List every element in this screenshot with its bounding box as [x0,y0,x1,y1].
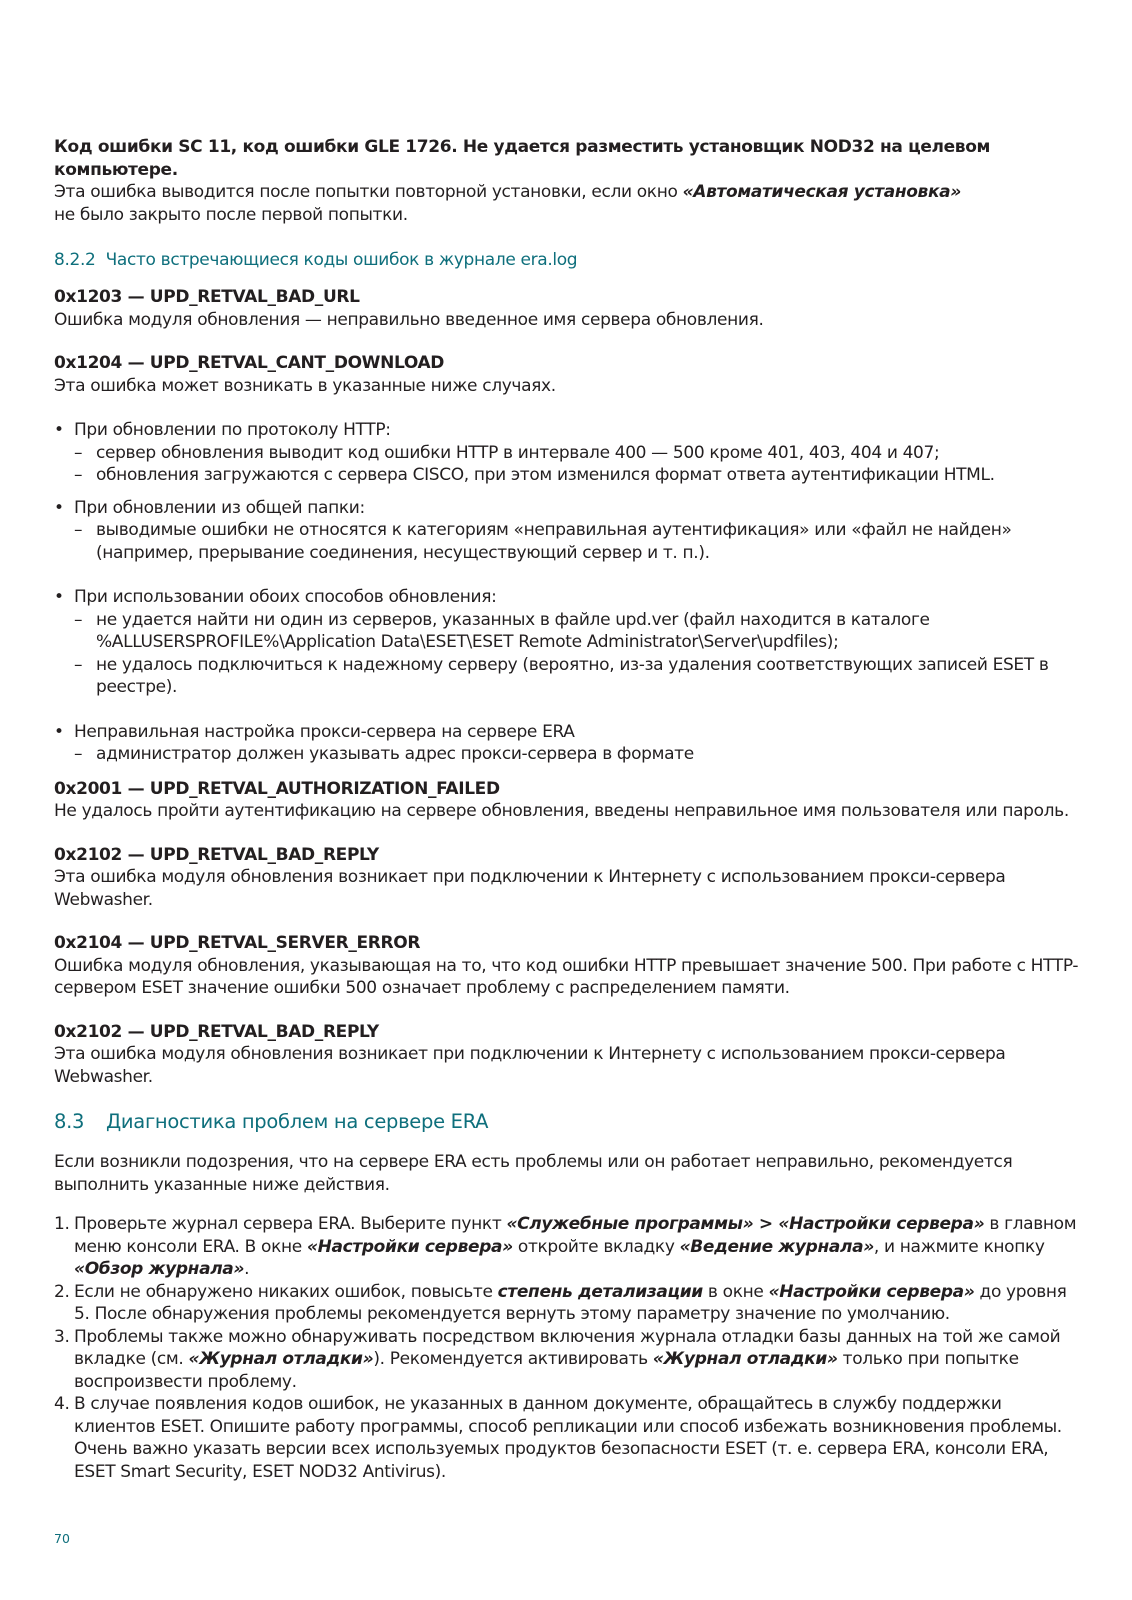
diagnostic-steps-list [54,1213,1084,1483]
dash-marker: – [74,654,83,675]
step-number: 4. [54,1394,70,1414]
dash-marker: – [74,609,83,630]
step-number: 2. [54,1281,70,1302]
dash-item [54,442,1084,465]
error-0x1203-text: Ошибка модуля обновления — неправильно введенное имя сервера обновления. [54,309,764,330]
step-number: 3. [54,1326,70,1347]
error-0x2102-title: 0x2102 — UPD_RETVAL_BAD_REPLY [54,844,379,865]
step-number: 1. [54,1214,70,1234]
step-emphasis: «Ведение журнала» [679,1236,874,1257]
step-emphasis: степень детализации [497,1281,703,1302]
error-0x1204-bullet-list [54,419,1084,766]
dash-marker: – [74,520,83,540]
bullet-marker: • [54,587,64,607]
step-emphasis: «Обзор журнала» [74,1259,245,1279]
page-number: 70 [54,1531,70,1546]
error-0x2102-repeat-title: 0x2102 — UPD_RETVAL_BAD_REPLY [54,1021,379,1042]
diagnostic-step [54,1213,1084,1281]
error-0x2104-title: 0x2104 — UPD_RETVAL_SERVER_ERROR [54,933,421,953]
dash-item [54,743,1084,766]
dash-text: выводимые ошибки не относятся к категориям «неправильная аутентификация» или «файл не найден» (например, прерывание соединения, несуществующий сервер и т. п.). [96,520,1012,563]
page-content [54,136,1084,1483]
dash-text: обновления загружаются с сервера CISCO, при этом изменился формат ответа аутентификации HTML. [96,465,995,485]
sc11-text: Эта ошибка выводится после попытки повторной установки, если окно «Автоматическая установка» не было закрыто после первой попытки. [54,182,961,225]
step-text: Проблемы также можно обнаруживать посредством включения журнала отладки базы данных на той же самой вкладке (см. [74,1326,1061,1369]
step-text: только при попытке воспроизвести проблему. [74,1349,1019,1392]
diagnostic-step [54,1326,1084,1394]
bullet-marker: • [54,497,64,518]
section-8-3-heading: 8.3 Диагностика проблем на сервере ERA [54,1110,489,1133]
section-8-2-2-heading: 8.2.2 Часто встречающиеся коды ошибок в журнале era.log [54,250,578,270]
error-0x1203-title: 0x1203 — UPD_RETVAL_BAD_URL [54,287,360,307]
step-text: до уровня 5. После обнаружения проблемы рекомендуется вернуть этому параметру значение по умолчанию. [74,1281,1067,1324]
bullet-item [54,419,1084,442]
step-emphasis: «Журнал отладки» [188,1349,374,1369]
error-0x1204-title: 0x1204 — UPD_RETVAL_CANT_DOWNLOAD [54,353,445,373]
section-8-3-intro: Если возникли подозрения, что на сервере ERA есть проблемы или он работает неправильно, рекомендуется выполнить указанные ниже действия. [54,1152,1013,1195]
error-0x2104-text: Ошибка модуля обновления, указывающая на то, что код ошибки HTTP превышает значение 500. При работе с HTTP-сервером ESET значение ошибки 500 означает проблему с распределением памяти. [54,955,1079,998]
sc11-title: Код ошибки SC 11, код ошибки GLE 1726. Не удается разместить установщик NOD32 на целевом компьютере. [54,137,991,180]
error-0x2001-title: 0x2001 — UPD_RETVAL_AUTHORIZATION_FAILED [54,778,500,799]
error-0x1204-text: Эта ошибка может возникать в указанные ниже случаях. [54,375,556,396]
step-text: Если не обнаружено никаких ошибок, повысьте [74,1281,498,1302]
bullet-item [54,497,1084,520]
dash-text: не удалось подключиться к надежному серверу (вероятно, из-за удаления соответствующих записей ESET в реестре). [96,654,1049,697]
step-text: В случае появления кодов ошибок, не указанных в данном документе, обращайтесь в службу поддержки клиентов ESET. Опишите работу программы, способ репликации или способ избежать возникновения проблемы. Очень важно указать версии всех используемых продуктов безопасности ESET (т. е. сервера ERA, консоли ERA, ESET Smart Security, ESET NOD32 Antivirus). [74,1394,1062,1482]
step-text: Проверьте журнал сервера ERA. Выберите пункт [74,1214,507,1234]
dash-text: администратор должен указывать адрес прокси-сервера в формате [96,744,694,764]
step-emphasis: «Настройки сервера» [768,1281,975,1302]
step-text: откройте вкладку [512,1236,680,1257]
step-emphasis: «Служебные программы» > «Настройки сервера» [506,1214,985,1234]
bullet-item [54,721,1084,744]
bullet-label: При использовании обоих способов обновления: [74,587,497,607]
bullet-label: При обновлении из общей папки: [74,497,365,518]
dash-item [54,519,1084,564]
error-0x2001-text: Не удалось пройти аутентификацию на сервере обновления, введены неправильное имя пользователя или пароль. [54,801,1069,821]
dash-marker: – [74,744,83,764]
step-text: в окне [702,1281,769,1302]
step-text: в главном меню консоли ERA. В окне [74,1214,1077,1257]
step-text: . [244,1259,250,1279]
dash-marker: – [74,442,83,463]
step-text: ). Рекомендуется активировать [373,1349,653,1369]
dash-item [54,609,1084,654]
diagnostic-step [54,1281,1084,1326]
dash-text: не удается найти ни один из серверов, указанных в файле upd.ver (файл находится в каталоге %ALLUSERSPROFILE%\Application Data\ESET\ESET Remote Administrator\Server\updfiles); [96,609,930,652]
bullet-label: Неправильная настройка прокси-сервера на сервере ERA [74,721,575,742]
step-emphasis: «Настройки сервера» [306,1236,513,1257]
bullet-item [54,586,1084,609]
bullet-marker: • [54,420,64,440]
step-emphasis: «Журнал отладки» [652,1349,838,1369]
dash-marker: – [74,465,83,485]
diagnostic-step [54,1393,1084,1483]
dash-text: сервер обновления выводит код ошибки HTTP в интервале 400 — 500 кроме 401, 403, 404 и 407; [96,442,940,463]
dash-item [54,464,1084,487]
dash-item [54,654,1084,699]
bullet-marker: • [54,721,64,742]
error-0x2102-repeat-text: Эта ошибка модуля обновления возникает при подключении к Интернету с использованием прокси-сервера Webwasher. [54,1044,1006,1087]
step-text: , и нажмите кнопку [873,1236,1045,1257]
error-0x2102-text: Эта ошибка модуля обновления возникает при подключении к Интернету с использованием прокси-сервера Webwasher. [54,867,1006,910]
bullet-label: При обновлении по протоколу HTTP: [74,420,391,440]
